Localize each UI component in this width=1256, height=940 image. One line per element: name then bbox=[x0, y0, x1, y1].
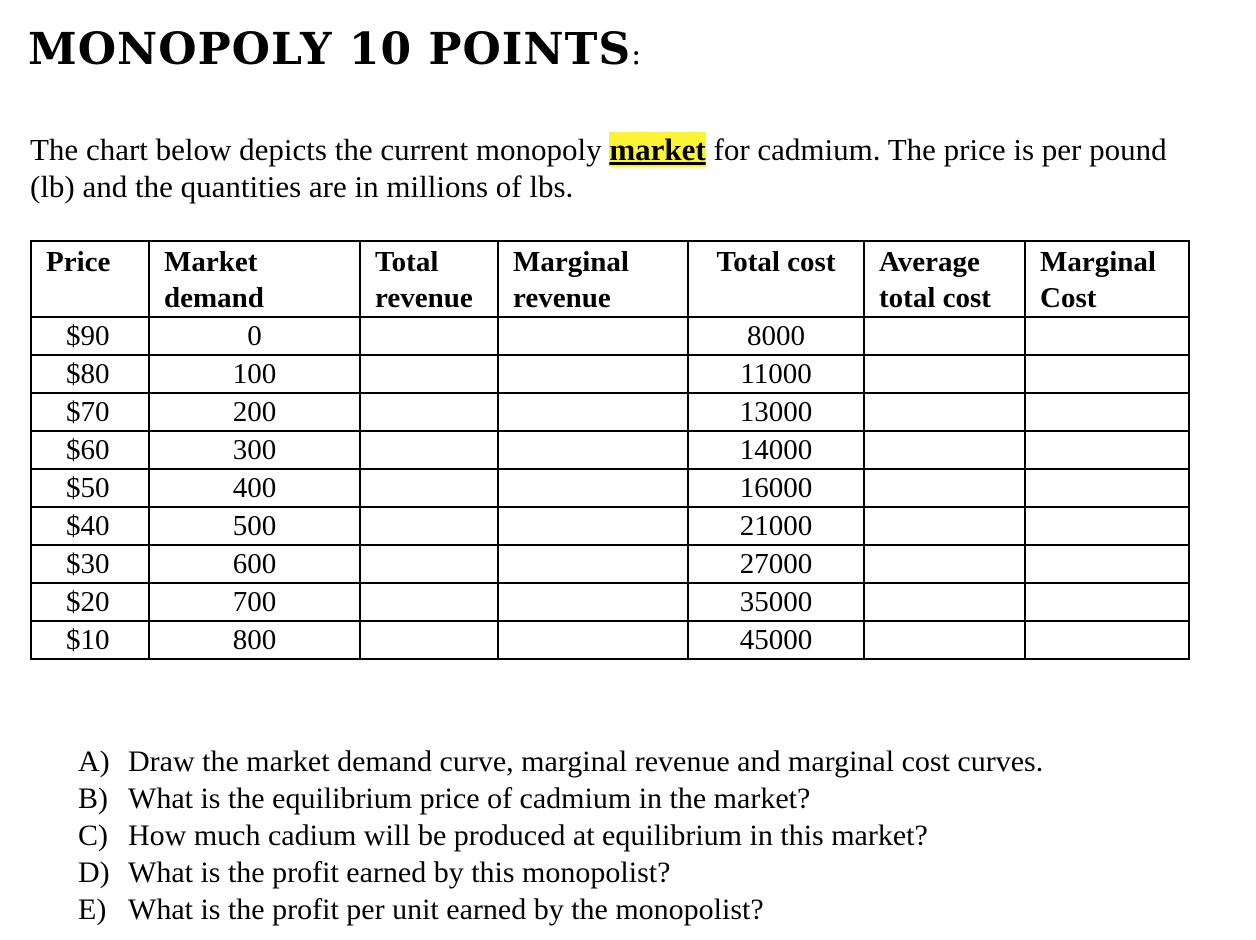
question-item bbox=[78, 780, 1043, 817]
cell-total-cost: 45000 bbox=[688, 621, 864, 659]
table-row bbox=[31, 431, 1189, 469]
table-row bbox=[31, 621, 1189, 659]
cell-marginal-cost bbox=[1025, 317, 1189, 355]
cell-marginal-cost bbox=[1025, 393, 1189, 431]
cell-total-revenue bbox=[360, 431, 498, 469]
table-row bbox=[31, 393, 1189, 431]
question-list bbox=[78, 743, 1043, 928]
cell-total-cost: 11000 bbox=[688, 355, 864, 393]
question-text: What is the profit earned by this monopolist? bbox=[128, 856, 671, 889]
cell-price: $10 bbox=[31, 621, 149, 659]
cell-market-demand: 600 bbox=[149, 545, 360, 583]
cell-total-revenue bbox=[360, 355, 498, 393]
cell-marginal-cost bbox=[1025, 621, 1189, 659]
table-row bbox=[31, 355, 1189, 393]
cell-total-cost: 27000 bbox=[688, 545, 864, 583]
table-row bbox=[31, 545, 1189, 583]
cell-average-total-cost bbox=[864, 393, 1025, 431]
cell-market-demand: 800 bbox=[149, 621, 360, 659]
question-letter: E) bbox=[78, 893, 107, 926]
cell-marginal-revenue bbox=[498, 583, 688, 621]
title-text: MONOPOLY 10 POINTS bbox=[28, 24, 632, 75]
cell-average-total-cost bbox=[864, 317, 1025, 355]
question-letter: C) bbox=[78, 819, 108, 852]
cell-total-revenue bbox=[360, 507, 498, 545]
cell-total-cost: 14000 bbox=[688, 431, 864, 469]
question-item bbox=[78, 854, 1043, 891]
table-row bbox=[31, 317, 1189, 355]
cell-price: $60 bbox=[31, 431, 149, 469]
cell-total-revenue bbox=[360, 545, 498, 583]
cell-marginal-cost bbox=[1025, 355, 1189, 393]
cell-total-cost: 13000 bbox=[688, 393, 864, 431]
cell-total-cost: 35000 bbox=[688, 583, 864, 621]
intro-after: for cadmium. The price is per pound (lb) and the quantities are in millions of lbs. bbox=[30, 132, 1167, 204]
question-letter: A) bbox=[78, 745, 110, 778]
cell-total-revenue bbox=[360, 393, 498, 431]
header-average-total-cost: Average total cost bbox=[864, 241, 1025, 317]
cell-marginal-revenue bbox=[498, 545, 688, 583]
header-marginal-cost: Marginal Cost bbox=[1025, 241, 1189, 317]
header-total-cost: Total cost bbox=[688, 241, 864, 317]
cell-market-demand: 300 bbox=[149, 431, 360, 469]
cell-marginal-revenue bbox=[498, 355, 688, 393]
cell-total-revenue bbox=[360, 583, 498, 621]
cell-market-demand: 400 bbox=[149, 469, 360, 507]
table-header-row bbox=[31, 241, 1189, 317]
header-marginal-revenue: Marginal revenue bbox=[498, 241, 688, 317]
cell-total-cost: 16000 bbox=[688, 469, 864, 507]
question-text: How much cadium will be produced at equilibrium in this market? bbox=[128, 819, 928, 852]
cell-average-total-cost bbox=[864, 507, 1025, 545]
cell-price: $90 bbox=[31, 317, 149, 355]
cell-price: $20 bbox=[31, 583, 149, 621]
title-colon: : bbox=[631, 37, 643, 72]
cell-market-demand: 0 bbox=[149, 317, 360, 355]
cell-marginal-revenue bbox=[498, 431, 688, 469]
question-text: What is the profit per unit earned by the monopolist? bbox=[128, 893, 764, 926]
question-text: What is the equilibrium price of cadmium in the market? bbox=[128, 782, 811, 815]
question-letter: D) bbox=[78, 856, 110, 889]
header-total-revenue: Total revenue bbox=[360, 241, 498, 317]
cell-market-demand: 500 bbox=[149, 507, 360, 545]
cell-price: $30 bbox=[31, 545, 149, 583]
cell-average-total-cost bbox=[864, 583, 1025, 621]
table-row bbox=[31, 469, 1189, 507]
cell-marginal-cost bbox=[1025, 507, 1189, 545]
cell-marginal-revenue bbox=[498, 621, 688, 659]
cost-revenue-table bbox=[30, 240, 1190, 660]
intro-paragraph bbox=[30, 131, 1210, 205]
cell-marginal-cost bbox=[1025, 545, 1189, 583]
cell-marginal-revenue bbox=[498, 469, 688, 507]
cell-price: $70 bbox=[31, 393, 149, 431]
question-item bbox=[78, 891, 1043, 928]
cell-marginal-revenue bbox=[498, 507, 688, 545]
cell-average-total-cost bbox=[864, 545, 1025, 583]
cell-marginal-cost bbox=[1025, 583, 1189, 621]
intro-highlighted-word: market bbox=[609, 132, 706, 167]
table-row bbox=[31, 507, 1189, 545]
cell-total-revenue bbox=[360, 469, 498, 507]
cell-total-revenue bbox=[360, 621, 498, 659]
cell-market-demand: 700 bbox=[149, 583, 360, 621]
cell-price: $80 bbox=[31, 355, 149, 393]
page-title bbox=[28, 24, 643, 75]
question-letter: B) bbox=[78, 782, 108, 815]
cell-marginal-revenue bbox=[498, 393, 688, 431]
header-market-demand: Market demand bbox=[149, 241, 360, 317]
cell-price: $50 bbox=[31, 469, 149, 507]
cell-average-total-cost bbox=[864, 355, 1025, 393]
cell-average-total-cost bbox=[864, 469, 1025, 507]
cell-average-total-cost bbox=[864, 431, 1025, 469]
cell-total-cost: 21000 bbox=[688, 507, 864, 545]
table-body bbox=[31, 317, 1189, 659]
header-price: Price bbox=[31, 241, 149, 317]
cell-average-total-cost bbox=[864, 621, 1025, 659]
cell-total-revenue bbox=[360, 317, 498, 355]
intro-before: The chart below depicts the current monopoly bbox=[30, 132, 610, 167]
cell-market-demand: 100 bbox=[149, 355, 360, 393]
cell-total-cost: 8000 bbox=[688, 317, 864, 355]
cell-marginal-cost bbox=[1025, 431, 1189, 469]
question-item bbox=[78, 817, 1043, 854]
cell-market-demand: 200 bbox=[149, 393, 360, 431]
table-row bbox=[31, 583, 1189, 621]
cell-marginal-cost bbox=[1025, 469, 1189, 507]
cell-price: $40 bbox=[31, 507, 149, 545]
question-text: Draw the market demand curve, marginal revenue and marginal cost curves. bbox=[128, 745, 1044, 778]
question-item bbox=[78, 743, 1043, 780]
cell-marginal-revenue bbox=[498, 317, 688, 355]
